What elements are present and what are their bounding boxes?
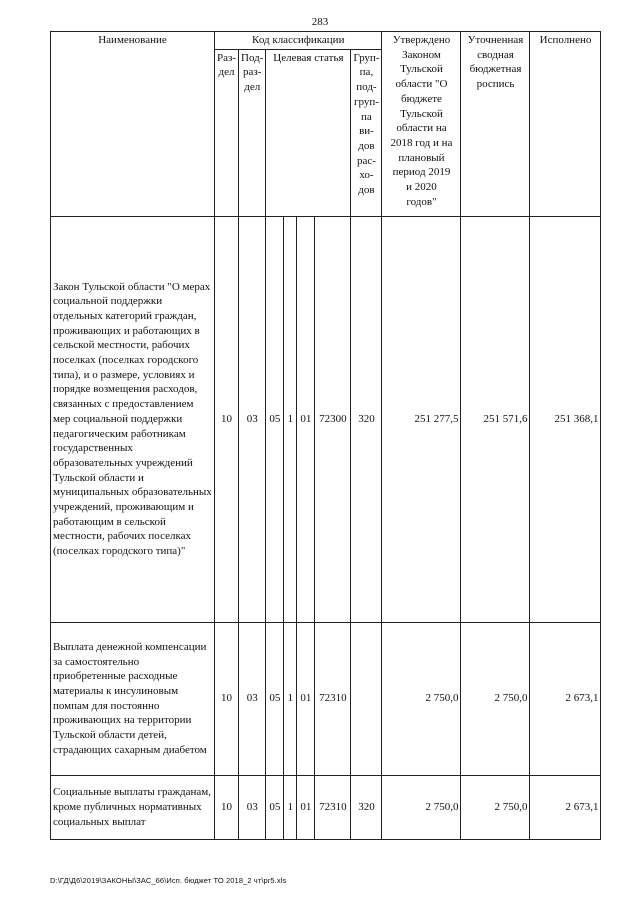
- row-section: 10: [215, 622, 239, 775]
- row-target-event: 01: [297, 775, 315, 839]
- table-row: [51, 216, 601, 622]
- header-expense-group: Груп- па, под- груп- па ви- дов рас- хо- дов: [351, 49, 382, 216]
- row-target-direction: 72300: [315, 216, 351, 622]
- budget-table: [50, 31, 601, 840]
- row-refined: 2 750,0: [461, 775, 530, 839]
- row-expense-group: 320: [351, 216, 382, 622]
- row-name: Выплата денежной компенсации за самостоятельно приобретенные расходные материалы к инсулиновым помпам для постоянно проживающих на территории Тульской области детей, страдающих сахарным диабетом: [51, 622, 215, 775]
- row-executed: 2 673,1: [530, 775, 601, 839]
- header-executed: Исполнено: [530, 32, 601, 217]
- header-target-article: Целевая статья: [266, 49, 351, 216]
- row-refined: 2 750,0: [461, 622, 530, 775]
- row-expense-group: [351, 622, 382, 775]
- row-target-direction: 72310: [315, 775, 351, 839]
- row-executed: 251 368,1: [530, 216, 601, 622]
- table-row: [51, 622, 601, 775]
- row-target-program: 05: [266, 775, 284, 839]
- row-name: Закон Тульской области "О мерах социальной поддержки отдельных категорий граждан, проживающих и работающих в сельской местности, рабочих поселках (поселках городского типа), и о размере, условиях и порядке возмещения расходов, связанных с предоставлением мер социальной поддержки педагогическим работникам государственных образовательных учреждений Тульской области и муниципальных образовательных учреждений, проживающим и работающим в сельской местности, рабочих поселках (поселках городского типа)": [51, 216, 215, 622]
- header-refined: Уточненная сводная бюджетная роспись: [461, 32, 530, 217]
- row-target-program: 05: [266, 216, 284, 622]
- row-subsection: 03: [239, 216, 266, 622]
- file-path-footer: D:\ГД\Д6\2019\ЗАКОНЫ\ЗАС_66\Исп. бюджет ТО 2018_2 чт\pr5.xls: [50, 876, 287, 885]
- row-executed: 2 673,1: [530, 622, 601, 775]
- row-approved: 2 750,0: [382, 622, 461, 775]
- header-classification-code: Код классификации: [215, 32, 382, 50]
- row-target-program: 05: [266, 622, 284, 775]
- row-section: 10: [215, 216, 239, 622]
- header-subsection: Под- раз- дел: [239, 49, 266, 216]
- row-target-direction: 72310: [315, 622, 351, 775]
- row-target-subprogram: 1: [284, 775, 297, 839]
- row-target-event: 01: [297, 216, 315, 622]
- row-section: 10: [215, 775, 239, 839]
- page-number: 283: [311, 16, 329, 28]
- table-row: [51, 775, 601, 839]
- row-expense-group: 320: [351, 775, 382, 839]
- row-subsection: 03: [239, 622, 266, 775]
- row-approved: 251 277,5: [382, 216, 461, 622]
- row-target-subprogram: 1: [284, 622, 297, 775]
- row-name: Социальные выплаты гражданам, кроме публичных нормативных социальных выплат: [51, 775, 215, 839]
- header-name: Наименование: [51, 32, 215, 217]
- row-subsection: 03: [239, 775, 266, 839]
- row-approved: 2 750,0: [382, 775, 461, 839]
- header-section: Раз- дел: [215, 49, 239, 216]
- header-row-top: [51, 32, 601, 50]
- row-target-event: 01: [297, 622, 315, 775]
- row-target-subprogram: 1: [284, 216, 297, 622]
- row-refined: 251 571,6: [461, 216, 530, 622]
- header-approved: Утверждено Законом Тульской области "О бюджете Тульской области на 2018 год и на плановый период 2019 и 2020 годов": [382, 32, 461, 217]
